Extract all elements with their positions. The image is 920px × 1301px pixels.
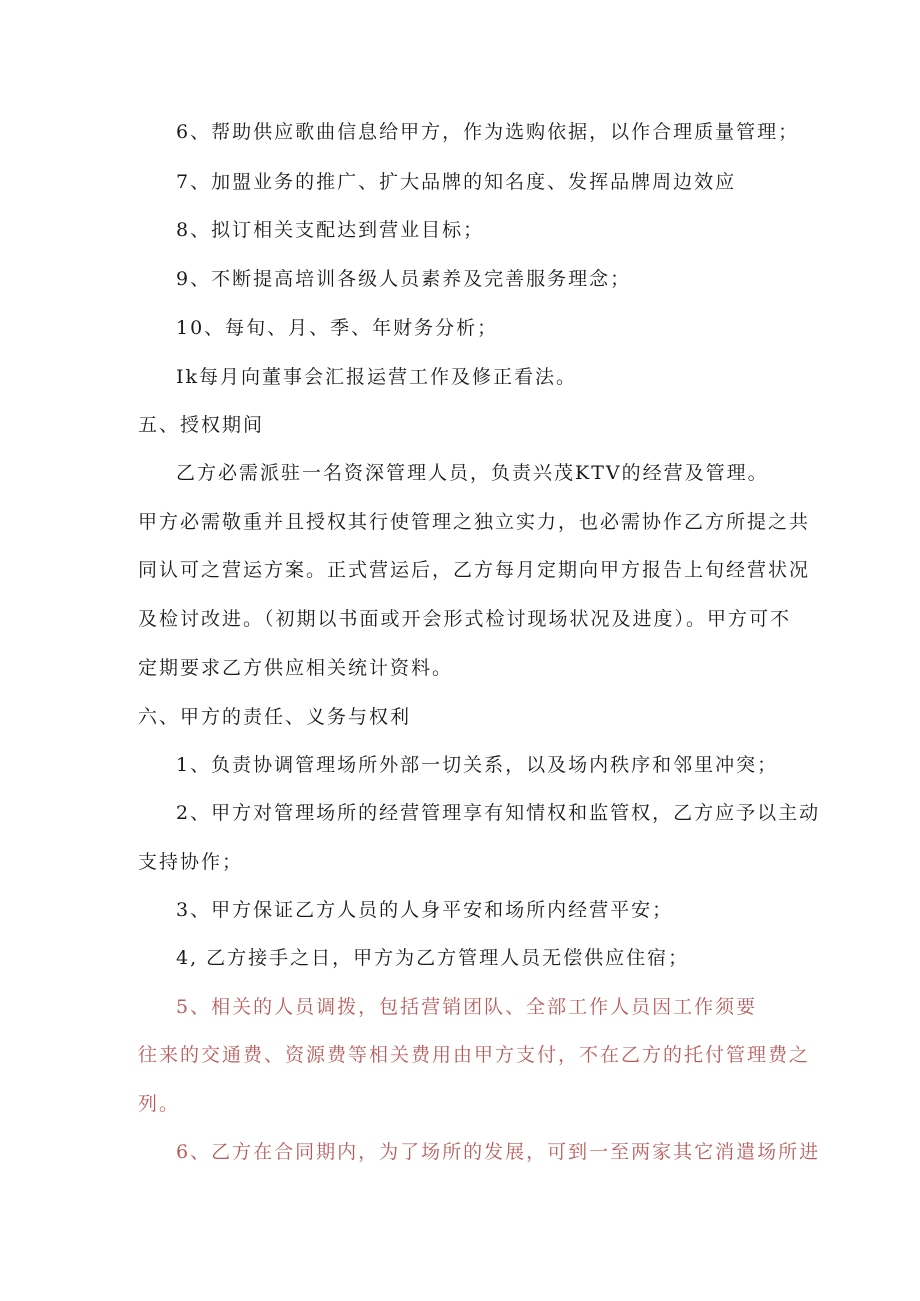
duty-1-line: 1、负责协调管理场所外部一切关系，以及场内秩序和邻里冲突； bbox=[176, 754, 779, 776]
duty-5-line-3: 列。 bbox=[138, 1093, 181, 1115]
duty-2-line-1: 2、甲方对管理场所的经营管理享有知情权和监管权，乙方应予以主动 bbox=[176, 802, 821, 824]
section-5-para-line-3: 同认可之营运方案。正式营运后，乙方每月定期向甲方报告上旬经营状况 bbox=[138, 559, 811, 581]
duty-4-line: 4, 乙方接手之日，甲方为乙方管理人员无偿供应住宿； bbox=[176, 947, 690, 969]
section-5-para-line-4: 及检讨改进。（初期以书面或开会形式检讨现场状况及进度）。甲方可不 bbox=[138, 608, 792, 630]
clause-11-line: Ik每月向董事会汇报运营工作及修正看法。 bbox=[176, 366, 578, 388]
clause-7-line: 7、加盟业务的推广、扩大品牌的知名度、发挥品牌周边效应 bbox=[176, 171, 737, 193]
clause-8-line: 8、拟订相关支配达到营业目标； bbox=[176, 219, 485, 241]
section-6-heading: 六、甲方的责任、义务与权利 bbox=[138, 706, 412, 728]
duty-2-line-2: 支持协作； bbox=[138, 851, 244, 873]
duty-3-line: 3、甲方保证乙方人员的人身平安和场所内经营平安； bbox=[176, 899, 674, 921]
section-5-para-line-2: 甲方必需敬重并且授权其行使管理之独立实力，也必需协作乙方所提之共 bbox=[138, 511, 811, 533]
duty-5-line-2: 往来的交通费、资源费等相关费用由甲方支付，不在乙方的托付管理费之 bbox=[138, 1044, 811, 1066]
section-5-para-line-5: 定期要求乙方供应相关统计资料。 bbox=[138, 657, 454, 679]
section-5-heading: 五、授权期间 bbox=[138, 414, 265, 436]
section-5-para-line-1: 乙方必需派驻一名资深管理人员，负责兴茂KTV的经营及管理。 bbox=[176, 462, 769, 484]
clause-10-line: 10、每旬、月、季、年财务分析； bbox=[176, 317, 499, 339]
duty-5-line-1: 5、相关的人员调拨，包括营销团队、全部工作人员因工作须要 bbox=[176, 996, 758, 1018]
clause-9-line: 9、不断提高培训各级人员素养及完善服务理念； bbox=[176, 268, 632, 290]
clause-6-line: 6、帮助供应歌曲信息给甲方，作为选购依据，以作合理质量管理； bbox=[176, 121, 800, 143]
duty-6-line-1: 6、乙方在合同期内，为了场所的发展，可到一至两家其它消遣场所进 bbox=[176, 1141, 821, 1163]
